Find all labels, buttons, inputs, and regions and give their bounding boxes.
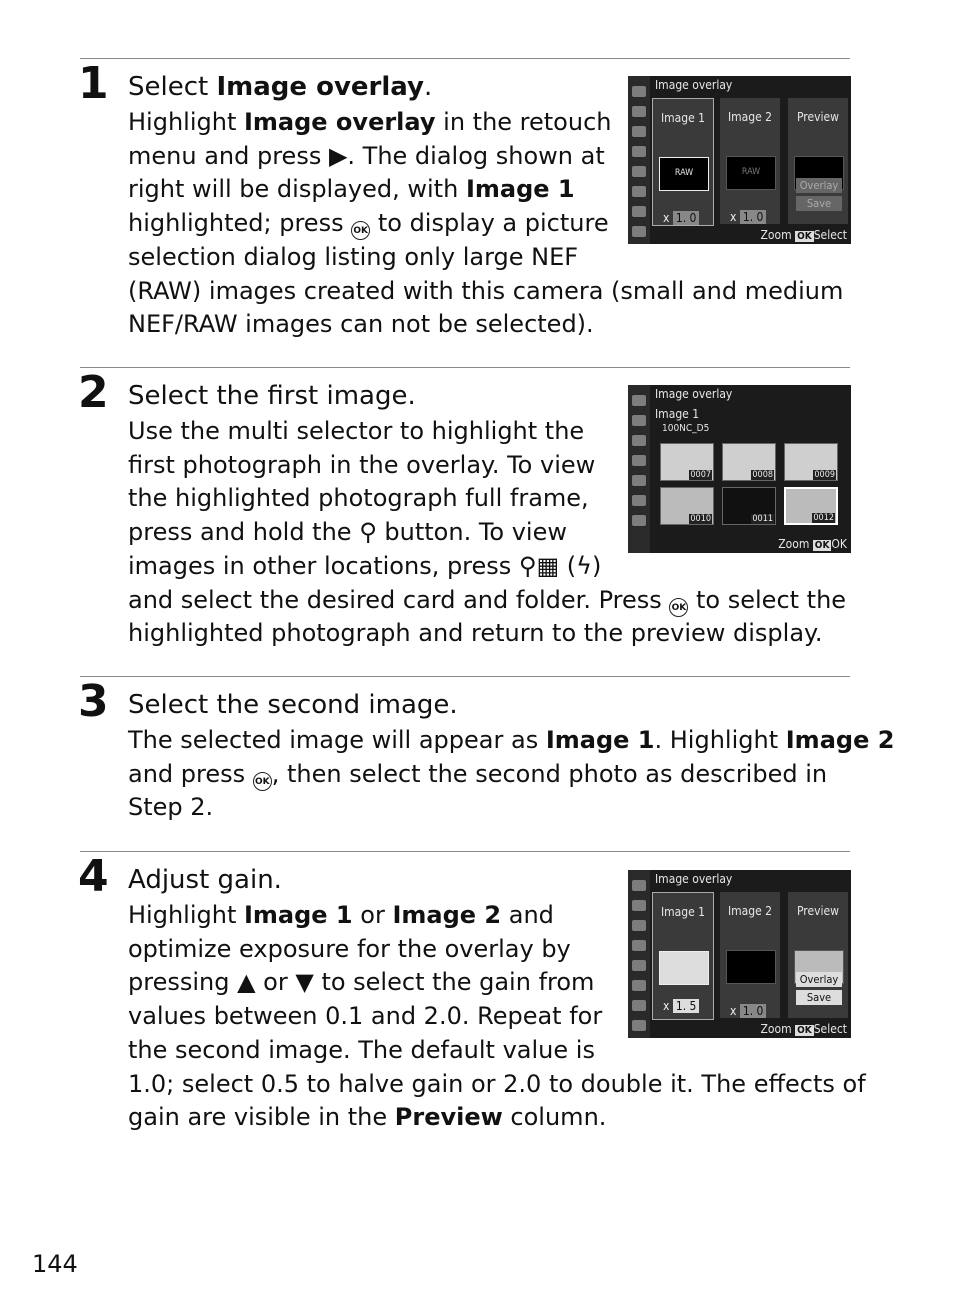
step-number: 1 (78, 58, 109, 109)
step-title: Adjust gain. (128, 865, 282, 895)
text-line: optimize exposure for the overlay by (128, 934, 571, 963)
text-line: Step 2. (128, 793, 214, 822)
text-line: 1.0; select 0.5 to halve gain or 2.0 to double it. The effects of (128, 1069, 866, 1098)
camera-screen-image-browser: Image overlay Image 1 100NC_D5 0007 0008 0009 0010 0011 0012 Zoom OK OK (628, 385, 851, 553)
divider (80, 851, 850, 852)
camera-screen-image-overlay: Image overlay Image 1 RAW x 1. 0 Image 2 RAW x 1. 0 Preview Overlay Save Zoom OK Select (628, 76, 851, 244)
divider (80, 58, 850, 59)
save-button[interactable]: Save (796, 990, 842, 1005)
text-line: The selected image will appear as Image 1. Highlight Image 2 (128, 726, 895, 754)
page-number: 144 (32, 1250, 78, 1278)
text-line: images in other locations, press ⚲▦ (ϟ) (128, 551, 602, 580)
overlay-button[interactable]: Overlay (796, 972, 842, 987)
screen-title: Image overlay (655, 387, 733, 401)
image2-column[interactable]: Image 2 x 1. 0 (720, 892, 780, 1018)
thumbnail[interactable]: 0007 (660, 443, 714, 481)
text-line: Use the multi selector to highlight the (128, 417, 585, 445)
thumbnail[interactable]: 0008 (722, 443, 776, 481)
text-line: values between 0.1 and 2.0. Repeat for (128, 1002, 603, 1031)
thumbnail[interactable]: 0011 (722, 487, 776, 525)
menu-tabs (628, 76, 650, 244)
text-line: press and hold the ⚲ button. To view (128, 518, 567, 547)
text-line: highlighted; press OK to display a picture (128, 207, 843, 241)
thumbnail[interactable]: 0010 (660, 487, 714, 525)
step-number: 2 (78, 367, 109, 418)
text-line: Highlight Image overlay in the retouch (128, 108, 612, 136)
text-line: selection dialog listing only large NEF (128, 242, 579, 271)
screen-title: Image overlay (655, 78, 733, 92)
text-line: and select the desired card and folder. Press OK to select the (128, 584, 846, 618)
menu-tabs (628, 870, 650, 1038)
preview-column: Preview Overlay Save (788, 892, 848, 1018)
text-line: first photograph in the overlay. To view (128, 450, 596, 479)
image2-column[interactable]: Image 2 RAW x 1. 0 (720, 98, 780, 224)
text-line: and press OK, then select the second photo as described in (128, 758, 894, 792)
text-line: NEF/RAW images can not be selected). (128, 310, 594, 339)
text-line: the second image. The default value is (128, 1035, 595, 1064)
text-line: (RAW) images created with this camera (small and medium (128, 276, 844, 305)
camera-screen-adjust-gain: Image overlay Image 1 x 1. 5 Image 2 x 1. 0 Preview Overlay Save Zoom OK Select (628, 870, 851, 1038)
step-body (128, 724, 894, 825)
step-title: Select Image overlay. (128, 72, 433, 102)
divider (80, 367, 850, 368)
step-title: Select the second image. (128, 690, 458, 720)
thumbnail[interactable]: 0012 (784, 487, 838, 525)
screen-title: Image overlay (655, 872, 733, 886)
text-line: highlighted photograph and return to the preview display. (128, 619, 823, 648)
step-title: Select the first image. (128, 381, 416, 411)
menu-tabs (628, 385, 650, 553)
text-line: pressing ▲ or ▼ to select the gain from (128, 968, 595, 997)
text-line: the highlighted photograph full frame, (128, 484, 589, 513)
text-line: gain are visible in the Preview column. (128, 1103, 607, 1132)
save-button[interactable]: Save (796, 196, 842, 211)
image1-column[interactable]: Image 1 x 1. 5 (652, 892, 714, 1020)
text-line: menu and press ▶. The dialog shown at (128, 141, 605, 170)
image1-column[interactable]: Image 1 RAW x 1. 0 (652, 98, 714, 226)
text-line: Highlight Image 1 or Image 2 and (128, 901, 554, 929)
preview-column: Preview Overlay Save (788, 98, 848, 224)
step-number: 3 (78, 676, 109, 727)
step-number: 4 (78, 851, 109, 902)
text-line: right will be displayed, with Image 1 (128, 175, 575, 204)
divider (80, 676, 850, 677)
overlay-button[interactable]: Overlay (796, 178, 842, 193)
thumbnail[interactable]: 0009 (784, 443, 838, 481)
